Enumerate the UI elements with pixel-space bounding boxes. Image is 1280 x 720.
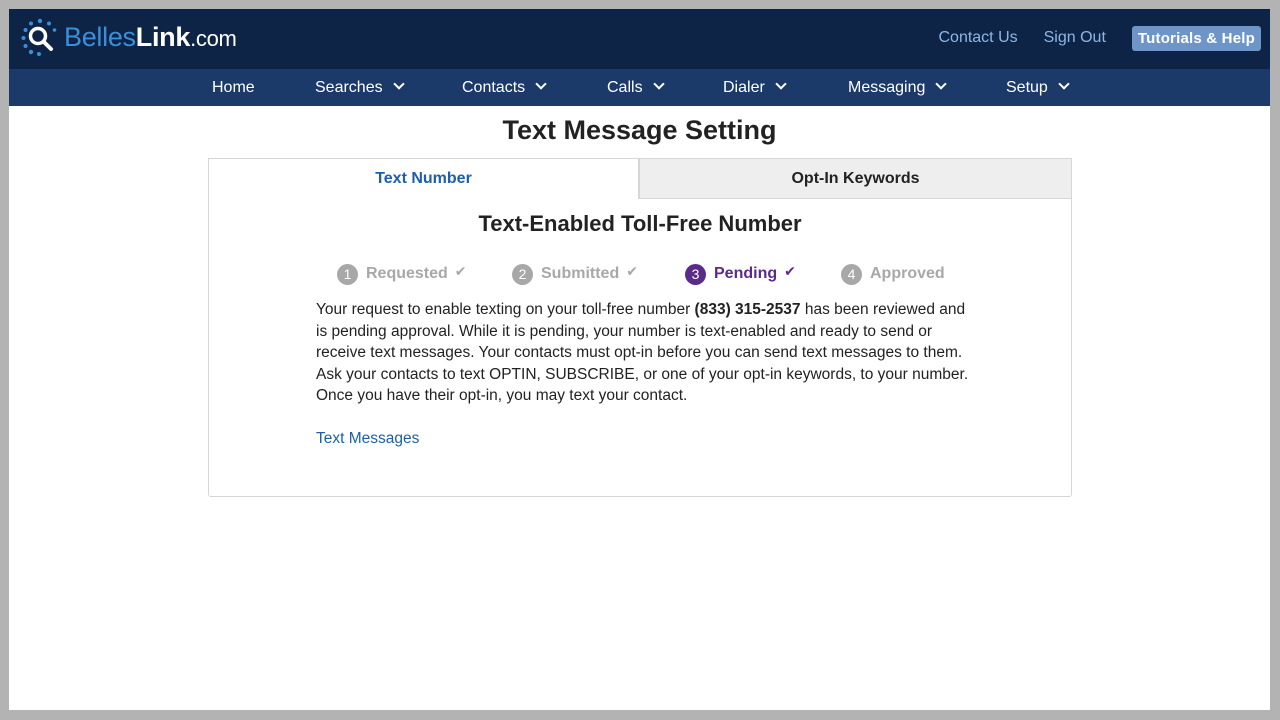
step-number: 3: [685, 264, 706, 285]
nav-messaging[interactable]: [848, 69, 945, 106]
top-header: [9, 9, 1270, 69]
nav-setup[interactable]: [1006, 69, 1068, 106]
nav-calls-label: Calls: [607, 79, 643, 96]
logo-text: [64, 22, 237, 53]
nav-contacts-label: Contacts: [462, 79, 526, 96]
header-links: [938, 25, 1261, 51]
chevron-down-icon: [1058, 78, 1069, 89]
step-label: Requested: [366, 265, 448, 282]
step-label: Pending: [714, 265, 778, 282]
nav-home[interactable]: [212, 69, 255, 106]
logo-text-belles: Belles: [64, 21, 136, 52]
nav-searches-label: Searches: [315, 79, 383, 96]
checkmark-icon: ✔: [626, 262, 638, 279]
tab-text-number[interactable]: Text Number: [208, 158, 639, 199]
nav-dialer[interactable]: [723, 69, 785, 106]
tab-bar: [208, 158, 1072, 199]
nav-setup-label: Setup: [1006, 79, 1048, 96]
sign-out-link[interactable]: Sign Out: [1043, 29, 1106, 46]
tutorials-help-button[interactable]: Tutorials & Help: [1132, 26, 1261, 51]
search-logo-icon: [20, 17, 60, 57]
step-number: 4: [841, 264, 862, 285]
chevron-down-icon: [653, 78, 664, 89]
step-number: 2: [512, 264, 533, 285]
contact-us-link[interactable]: Contact Us: [938, 29, 1018, 46]
chevron-down-icon: [936, 78, 947, 89]
nav-contacts[interactable]: [462, 69, 545, 106]
checkmark-icon: ✔: [784, 262, 796, 279]
logo-text-com: .com: [190, 25, 237, 51]
nav-searches[interactable]: [315, 69, 403, 106]
nav-dialer-label: Dialer: [723, 79, 765, 96]
step-pending: [685, 262, 796, 286]
text-messages-link[interactable]: Text Messages: [316, 430, 420, 447]
nav-calls[interactable]: [607, 69, 663, 106]
step-number: 1: [337, 264, 358, 285]
tab-opt-in-keywords[interactable]: Opt-In Keywords: [639, 158, 1072, 199]
checkmark-icon: ✔: [454, 262, 467, 279]
step-submitted: [512, 262, 638, 286]
step-label: Submitted: [541, 265, 620, 282]
step-approved: [841, 262, 945, 286]
logo-text-link: Link: [135, 21, 191, 52]
nav-home-label: Home: [212, 79, 255, 96]
settings-panel: [208, 158, 1072, 497]
status-description: [316, 299, 976, 407]
toll-free-number: (833) 315-2537: [694, 301, 801, 318]
description-text-1: Your request to enable texting on your toll-free number: [316, 301, 695, 318]
status-stepper: [209, 262, 1071, 286]
main-nav: [9, 69, 1270, 106]
nav-messaging-label: Messaging: [848, 79, 926, 96]
step-label: Approved: [870, 265, 945, 282]
chevron-down-icon: [393, 78, 404, 89]
logo[interactable]: [20, 15, 237, 59]
app-window: [9, 9, 1270, 710]
page-title: Text Message Setting: [502, 115, 777, 145]
description-text-2: has been reviewed and is pending approval. While it is pending, your number is text-enabled and ready to send or receive text messages. Your contacts must opt-in before you can send text messages to them. Ask your contacts to text OPTIN, SUBSCRIBE, or one of your opt-in keywords, to your number. Once you have their opt-in, you may text your contact.: [316, 301, 969, 405]
chevron-down-icon: [775, 78, 786, 89]
chevron-down-icon: [535, 78, 546, 89]
section-title: Text-Enabled Toll-Free Number: [478, 211, 802, 236]
step-requested: [337, 262, 467, 286]
